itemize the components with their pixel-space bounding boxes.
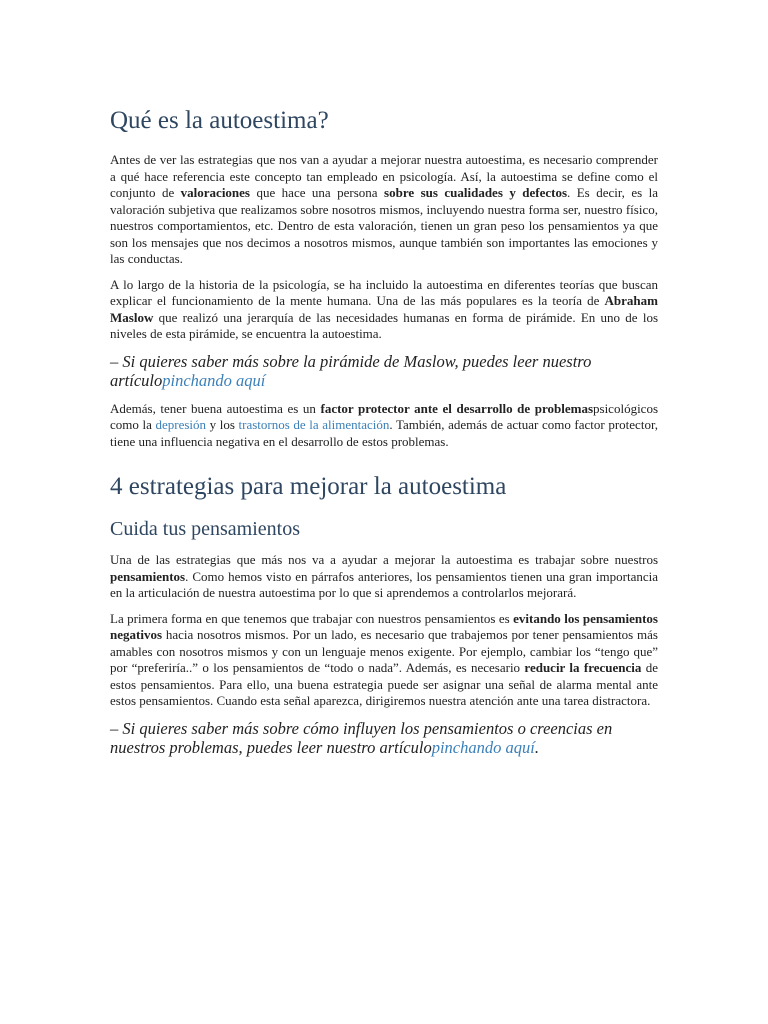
heading-4-estrategias: 4 estrategias para mejorar la autoestima: [110, 473, 507, 500]
bold-evitando-negativos: evitando los pensamientos negativos: [110, 610, 658, 642]
text-span: . También, además de actuar como factor protector, tiene una influencia negativa en el desarrollo de estos problemas.: [110, 417, 658, 449]
subheading-cuida-pensamientos: Cuida tus pensamientos: [110, 518, 300, 540]
text-span: A lo largo de la historia de la psicología, se ha incluido la autoestima en diferentes teorías que buscan explicar el funcionamiento de la mente humana. Una de las más populares es la teoría de: [110, 276, 658, 308]
text-span: Una de las estrategias que más nos va a ayudar a mejorar la autoestima es trabajar sobre nuestros: [110, 552, 658, 567]
heading-que-es-autoestima: Qué es la autoestima?: [110, 107, 329, 134]
bold-reducir-frecuencia: reducir la frecuencia: [524, 660, 642, 675]
quote-end: .: [534, 738, 539, 757]
quote-maslow: [110, 352, 658, 391]
paragraph-maslow: [110, 277, 658, 343]
text-span: Además, tener buena autoestima es un: [110, 400, 321, 416]
link-depresion[interactable]: depresión: [155, 417, 207, 432]
link-pinchando-aqui-maslow[interactable]: pinchando aquí: [162, 371, 266, 390]
link-trastornos-alimentacion[interactable]: trastornos de la alimentación: [238, 417, 390, 432]
quote-text: – Si quieres saber más sobre cómo influyen los pensamientos o creencias en nuestros problemas, puedes leer nuestro artículo: [110, 718, 613, 757]
text-span: psicológicos como la: [110, 400, 659, 432]
text-span: hacia nosotros mismos. Por un lado, es necesario que trabajemos por tener pensamientos más amables con nosotros mismos y con un lenguaje menos exigente. Por ejemplo, cambiar los “tengo que” por “preferiría..” o los pensamientos de “todo o nada”. Además, es necesario: [110, 627, 658, 675]
text-span: . Como hemos visto en párrafos anteriores, los pensamientos tienen una gran importancia en la articulación de nuestra autoestima por lo que si aprendemos a controlarlos mejorará.: [110, 568, 658, 600]
link-pinchando-aqui-creencias[interactable]: pinchando aquí: [431, 738, 535, 757]
text-span: de estos pensamientos. Para ello, una buena estrategia puede ser asignar una señal de alarma mental ante estos pensamientos. Cuando esta señal aparezca, dirigiremos nuestra atención ante una tarea distractora.: [110, 660, 658, 708]
paragraph-evitar-negativos: [110, 611, 658, 710]
article-content: [110, 106, 658, 768]
paragraph-definicion: [110, 152, 658, 268]
text-span: Antes de ver las estrategias que nos van a ayudar a mejorar nuestra autoestima, es necesario comprender a qué hace referencia este concepto tan empleado en psicología. Así, la autoestima se define como el conjunto de: [110, 152, 658, 200]
bold-abraham-maslow: Abraham Maslow: [110, 293, 658, 325]
bold-valoraciones: valoraciones: [180, 185, 250, 200]
text-span: y los: [206, 417, 239, 432]
bold-factor-protector: factor protector ante el desarrollo de problemas: [320, 400, 594, 416]
bold-pensamientos: pensamientos: [110, 568, 186, 584]
text-span: La primera forma en que tenemos que trabajar con nuestros pensamientos es: [110, 610, 514, 626]
text-span: que realizó una jerarquía de las necesidades humanas en forma de pirámide. En uno de los niveles de esta pirámide, se encuentra la autoestima.: [110, 309, 658, 341]
quote-creencias: [110, 719, 658, 758]
bold-cualidades-defectos: sobre sus cualidades y defectos: [384, 185, 568, 200]
quote-text: – Si quieres saber más sobre la pirámide de Maslow, puedes leer nuestro artículo: [110, 351, 592, 390]
paragraph-pensamientos: [110, 552, 658, 602]
paragraph-factor-protector: [110, 401, 658, 451]
text-span: que hace una persona: [250, 185, 385, 200]
text-span: . Es decir, es la valoración subjetiva que realizamos sobre nosotros mismos, incluyendo nuestra forma ser, nuestro físico, nuestros comportamientos, etc. Dentro de esta valoración, tienen un gran peso los pensamientos ya que son los mensajes que nos decimos a nosotros mismos, aunque también son importantes las emociones y las conductas.: [110, 185, 659, 266]
